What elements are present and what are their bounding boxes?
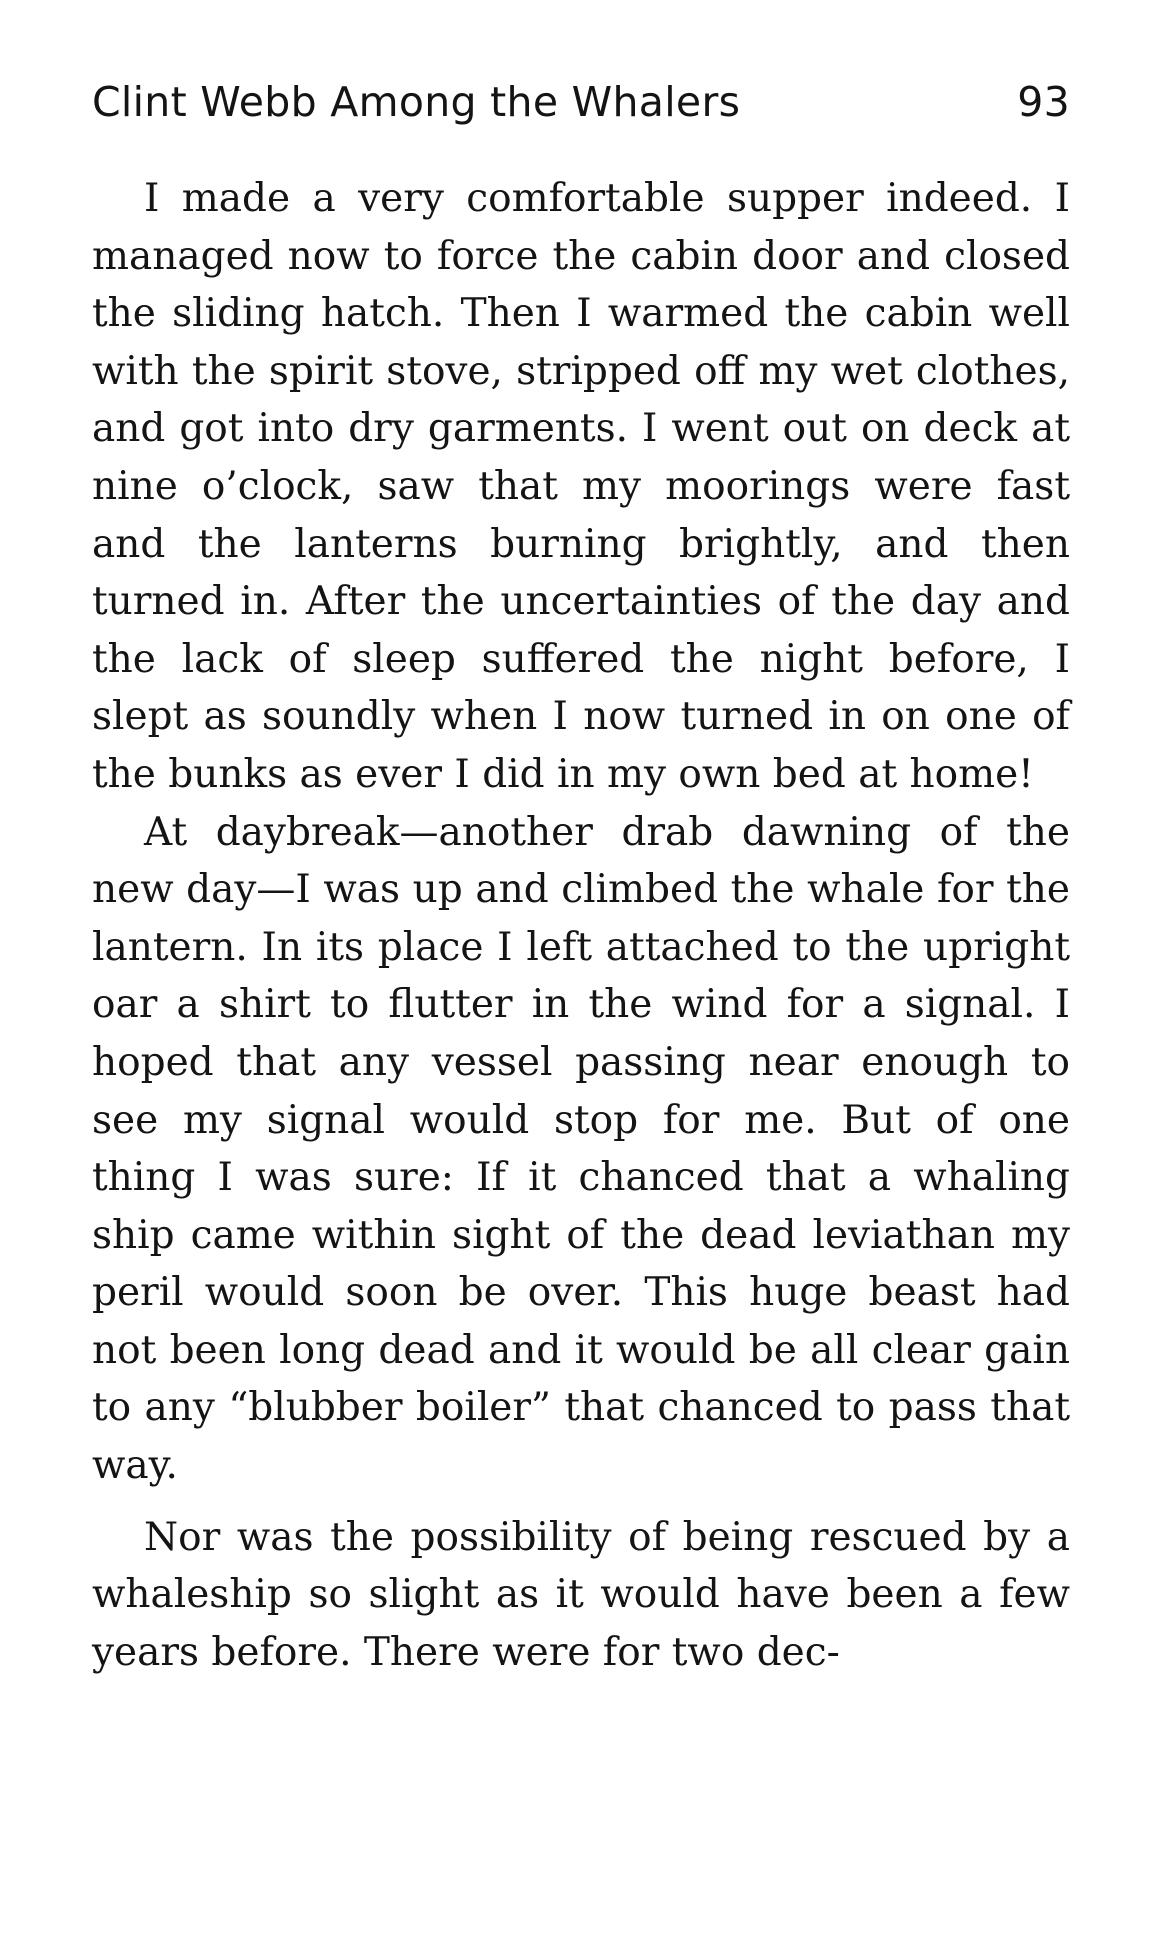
running-title: Clint Webb Among the Whalers	[92, 78, 741, 126]
paragraph-supper: I made a very comfortable supper indeed. I managed now to force the cabin door and closed the sliding hatch. Then I warmed the cabin well with the spirit stove, stripped off my wet clothes, and got into dry garments. I went out on deck at nine o’clock, saw that my moorings were fast and the lanterns burning brightly, and then turned in. After the uncertainties of the day and the lack of sleep suffered the night before, I slept as soundly when I now turned in on one of the bunks as ever I did in my own bed at home!	[92, 176, 1070, 797]
paragraph-whaleship: Nor was the possibility of being rescued by a whaleship so slight as it would have been a few years before. There were for two dec-	[92, 1514, 1070, 1675]
running-head	[92, 78, 1070, 142]
page-number: 93	[1017, 78, 1070, 126]
paragraph-daybreak: At daybreak—another drab dawning of the new day—I was up and climbed the whale for the lantern. In its place I left attached to the upright oar a shirt to flutter in the wind for a signal. I hoped that any vessel passing near enough to see my signal would stop for me. But of one thing I was sure: If it chanced that a whaling ship came within sight of the dead leviathan my peril would soon be over. This huge beast had not been long dead and it would be all clear gain to any “blubber boiler” that chanced to pass that way.	[92, 809, 1070, 1489]
book-page	[92, 78, 1070, 1681]
body-text	[92, 170, 1070, 1681]
